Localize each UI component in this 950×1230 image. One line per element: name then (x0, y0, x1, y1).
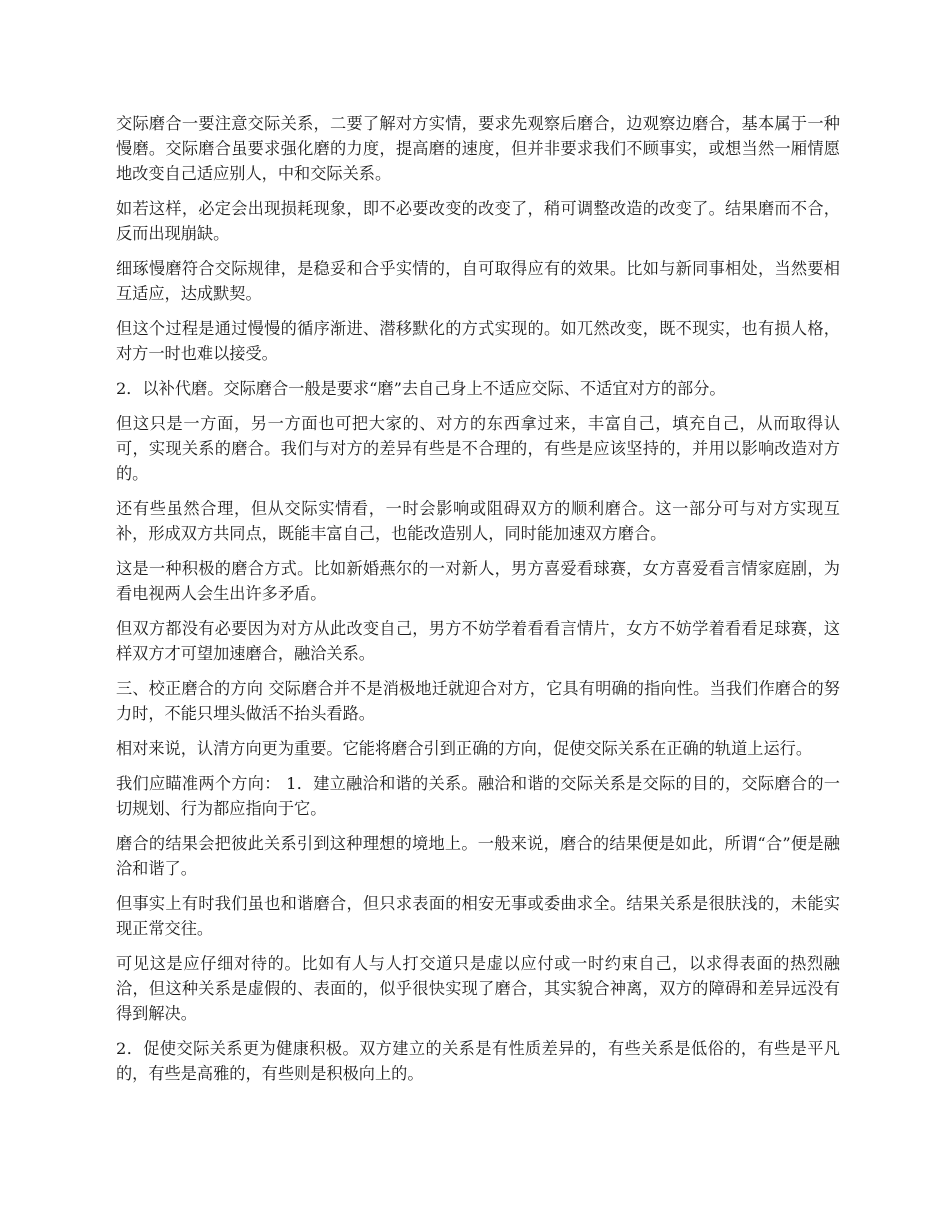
paragraph: 可见这是应仔细对待的。比如有人与人打交道只是虚以应付或一时约束自己，以求得表面的热烈融洽，但这种关系是虚假的、表面的，似乎很快实现了磨合，其实貌合神离，双方的障碍和差异远没有得到解决。 (116, 954, 840, 1023)
paragraph: 交际磨合一要注意交际关系，二要了解对方实情，要求先观察后磨合，边观察边磨合，基本属于一种慢磨。交际磨合虽要求强化磨的力度，提高磨的速度，但并非要求我们不顾事实，或想当然一厢情愿地改变自己适应别人，中和交际关系。 (116, 114, 840, 183)
paragraph: 但这只是一方面，另一方面也可把大家的、对方的东西拿过来，丰富自己，填充自己，从而取得认可，实现关系的磨合。我们与对方的差异有些是不合理的，有些是应该坚持的，并用以影响改造对方的。 (116, 414, 840, 483)
paragraph: 2．以补代磨。交际磨合一般是要求“磨”去自己身上不适应交际、不适宜对方的部分。 (116, 379, 726, 398)
document-page (116, 111, 840, 1096)
paragraph: 这是一种积极的磨合方式。比如新婚燕尔的一对新人，男方喜爱看球赛，女方喜爱看言情家庭剧，为看电视两人会生出许多矛盾。 (116, 559, 840, 603)
paragraph: 但事实上有时我们虽也和谐磨合，但只求表面的相安无事或委曲求全。结果关系是很肤浅的，未能实现正常交往。 (116, 894, 840, 938)
paragraph: 三、校正磨合的方向 交际磨合并不是消极地迁就迎合对方，它具有明确的指向性。当我们作磨合的努力时，不能只埋头做活不抬头看路。 (116, 679, 840, 723)
paragraph: 还有些虽然合理，但从交际实情看，一时会影响或阻碍双方的顺利磨合。这一部分可与对方实现互补，形成双方共同点，既能丰富自己，也能改造别人，同时能加速双方磨合。 (116, 499, 840, 543)
paragraph: 磨合的结果会把彼此关系引到这种理想的境地上。一般来说，磨合的结果便是如此，所谓“合”便是融洽和谐了。 (116, 834, 840, 878)
paragraph: 相对来说，认清方向更为重要。它能将磨合引到正确的方向，促使交际关系在正确的轨道上运行。 (116, 739, 813, 758)
paragraph: 2．促使交际关系更为健康积极。双方建立的关系是有性质差异的，有些关系是低俗的，有些是平凡的，有些是高雅的，有些则是积极向上的。 (116, 1039, 840, 1083)
paragraph: 但这个过程是通过慢慢的循序渐进、潜移默化的方式实现的。如兀然改变，既不现实，也有损人格，对方一时也难以接受。 (116, 319, 840, 363)
paragraph: 我们应瞄准两个方向： 1．建立融洽和谐的关系。融洽和谐的交际关系是交际的目的，交际磨合的一切规划、行为都应指向于它。 (116, 774, 840, 818)
paragraph: 细琢慢磨符合交际规律，是稳妥和合乎实情的，自可取得应有的效果。比如与新同事相处，当然要相互适应，达成默契。 (116, 259, 840, 303)
paragraph: 如若这样，必定会出现损耗现象，即不必要改变的改变了，稍可调整改造的改变了。结果磨而不合，反而出现崩缺。 (116, 199, 840, 243)
paragraph: 但双方都没有必要因为对方从此改变自己，男方不妨学着看看言情片，女方不妨学着看看足球赛，这样双方才可望加速磨合，融洽关系。 (116, 619, 840, 663)
